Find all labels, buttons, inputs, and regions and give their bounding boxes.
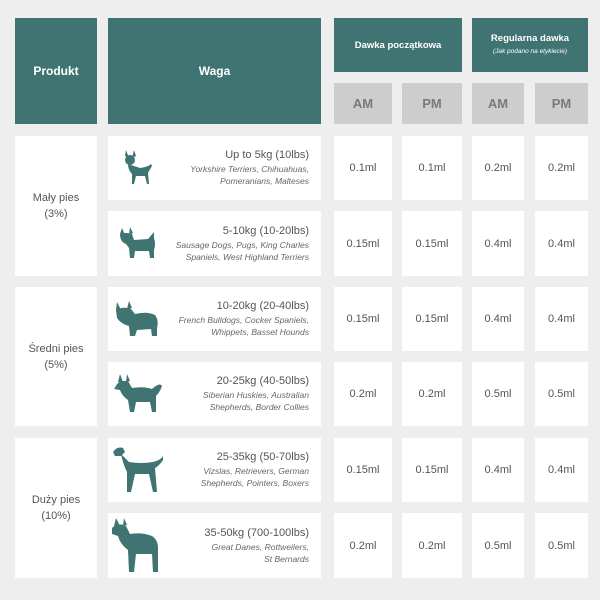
reg-am-value: 0.5ml (472, 513, 524, 578)
table-row-weight (108, 211, 321, 276)
chihuahua-icon (108, 138, 168, 198)
start-pm-value: 0.2ml (402, 513, 462, 578)
reg-am-value: 0.5ml (472, 362, 524, 426)
table-row-weight (108, 438, 321, 502)
reg-am-value: 0.4ml (472, 211, 524, 276)
start-am-value: 0.15ml (334, 438, 392, 502)
table-row-weight (108, 136, 321, 200)
breed-list: Great Danes, Rottweilers, St Bernards (211, 541, 309, 564)
group-name: Średni pies (28, 342, 84, 355)
group-name: Duży pies (31, 494, 81, 506)
weight-header: Waga (108, 18, 321, 124)
reg-pm-value: 0.4ml (535, 211, 588, 276)
start-pm-value: 0.15ml (402, 287, 462, 351)
weight-range: 35-50kg (700-100lbs) (204, 526, 309, 539)
weight-range: 20-25kg (40-50lbs) (216, 375, 309, 387)
regular-dose-header (472, 18, 588, 72)
weight-range: 25-35kg (50-70lbs) (216, 451, 309, 463)
reg-pm-value: 0.5ml (535, 362, 588, 426)
group-percent: (5%) (44, 358, 68, 371)
group-small (15, 136, 97, 276)
weight-range: 10-20kg (20-40lbs) (216, 300, 309, 312)
breed-list: Vizslas, Retrievers, German Shepherds, Pointers, Boxers (200, 466, 309, 488)
group-name: Mały pies (32, 192, 80, 204)
start-pm-value: 0.15ml (402, 438, 462, 502)
reg-pm-value: 0.4ml (535, 438, 588, 502)
group-percent: (10%) (41, 510, 71, 522)
group-percent: (3%) (44, 208, 68, 220)
start-pm-value: 0.2ml (402, 362, 462, 426)
husky-icon (108, 364, 168, 424)
table-row-weight (108, 287, 321, 351)
starting-dose-header (334, 18, 462, 72)
pointer-icon (108, 440, 168, 500)
reg-pm-value: 0.4ml (535, 287, 588, 351)
breed-list: Yorkshire Terriers, Chihuahuas, Pomeranians, Malteses (190, 164, 309, 186)
reg-pm-value: 0.2ml (535, 136, 588, 200)
start-am-value: 0.2ml (334, 513, 392, 578)
weight-range: Up to 5kg (10lbs) (225, 149, 309, 161)
weight-range: 5-10kg (10-20lbs) (222, 224, 309, 237)
start-pm-value: 0.15ml (402, 211, 462, 276)
start-am-value: 0.15ml (334, 287, 392, 351)
table-row-weight (108, 513, 321, 578)
regular-dose-label: Regularna dawka (490, 33, 570, 44)
breed-list: Siberian Huskies, Australian Shepherds, Border Collies (203, 390, 309, 412)
start-am-value: 0.15ml (334, 211, 392, 276)
terrier-icon (108, 214, 168, 274)
reg-am-value: 0.2ml (472, 136, 524, 200)
breed-list: French Bulldogs, Cocker Spaniels, Whippets, Basset Hounds (178, 315, 309, 337)
table-row-weight (108, 362, 321, 426)
reg-pm-header: PM (535, 83, 588, 124)
breed-list: Sausage Dogs, Pugs, King Charles Spaniels, West Highland Terriers (175, 239, 309, 262)
start-am-header: AM (334, 83, 392, 124)
start-pm-header: PM (402, 83, 462, 124)
group-medium (15, 287, 97, 426)
product-header: Produkt (15, 18, 97, 124)
group-large (15, 438, 97, 578)
reg-am-value: 0.4ml (472, 438, 524, 502)
regular-dose-note: (Jak podano na etykiecie) (492, 48, 568, 55)
reg-am-value: 0.4ml (472, 287, 524, 351)
reg-am-header: AM (472, 83, 524, 124)
great-dane-icon (108, 516, 168, 576)
start-am-value: 0.2ml (334, 362, 392, 426)
reg-pm-value: 0.5ml (535, 513, 588, 578)
start-am-value: 0.1ml (334, 136, 392, 200)
bulldog-icon (108, 289, 168, 349)
start-pm-value: 0.1ml (402, 136, 462, 200)
starting-dose-label: Dawka początkowa (354, 39, 442, 51)
